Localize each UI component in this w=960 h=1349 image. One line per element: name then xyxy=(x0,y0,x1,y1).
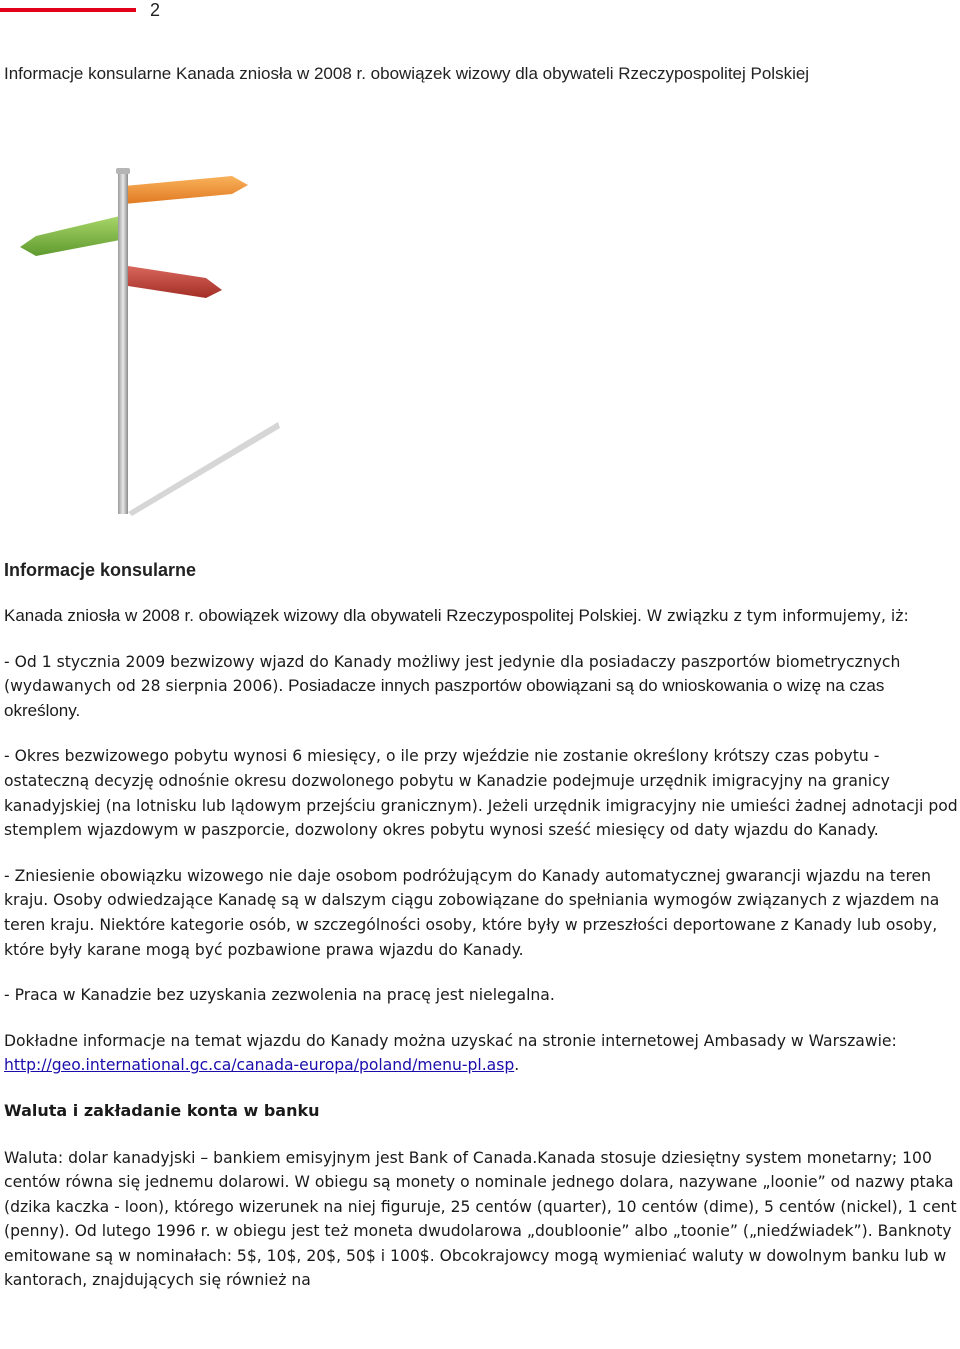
currency-paragraph: Waluta: dolar kanadyjski – bankiem emisyjnym jest Bank of Canada.Kanada stosuje dziesiętny system monetarny; 100 centów równa się jednemu dolarowi. W obiegu są monety o nominale jednego dolara, nazywane „loonie” od nazwy ptaka (dzika kaczka - loon), którego wizerunek na niej figuruje, 25 centów (quarter), 10 centów (dime), 5 centów (nickel), 1 cent (penny). Od lutego 1996 r. w obiegu jest też moneta dwudolarowa „doubloonie” albo „toonie” („niedźwiadek”). Banknoty emitowane są w nominałach: 5$, 10$, 20$, 50$ i 100$. Obcokrajowcy mogą wymieniać waluty w dowolnym banku lub w kantorach, znajdujących się również na xyxy=(4,1148,957,1290)
intro-paragraph xyxy=(4,604,958,629)
entry-paragraph: - Zniesienie obowiązku wizowego nie daje osobom podróżującym do Kanady automatycznej gwarancji wjazdu na teren kraju. Osoby odwiedzające Kanadę są w dalszym ciągu zobowiązane do spełniania wymogów związanych z wjazdem na teren kraju. Niektóre kategorie osób, w szczególności osoby, które były w przeszłości deportowane z Kanady lub osoby, które były karane mogą być pozbawione prawa wjazdu do Kanady. xyxy=(4,866,940,959)
embassy-link[interactable]: http://geo.international.gc.ca/canada-europa/poland/menu-pl.asp xyxy=(4,1056,515,1075)
visa-paragraph xyxy=(4,650,958,724)
visa-tail: Posiadacze innych paszportów obowiązani są do wnioskowania o wizę na czas określony. xyxy=(4,676,885,720)
info-period: . xyxy=(514,1056,520,1075)
section-heading: Informacje konsularne xyxy=(4,560,197,580)
work-paragraph: - Praca w Kanadzie bez uzyskania zezwolenia na pracę jest nielegalna. xyxy=(4,986,555,1005)
intro-tail: W związku z tym informujemy, iż: xyxy=(641,607,909,625)
visa-lead: - Od 1 stycznia 2009 bezwizowy wjazd do Kanady możliwy jest jedynie dla posiadaczy paszportów biometrycznych (wydawanych od 28 sierpnia 2006). xyxy=(4,652,901,696)
page-number: 2 xyxy=(150,0,161,20)
info-paragraph xyxy=(4,1029,958,1078)
stay-paragraph: - Okres bezwizowego pobytu wynosi 6 miesięcy, o ile przy wjeździe nie zostanie określony krótszy czas pobytu - ostateczną decyzję odnośnie okresu dozwolonego pobytu w Kanadzie podejmuje urzędnik imigracyjny na granicy kanadyjskiej (na lotnisku lub lądowym przejściu granicznym). Jeżeli urzędnik imigracyjny nie umieści żadnej adnotacji pod stemplem wjazdowym w paszporcie, dozwolony okres pobytu wynosi sześć miesięcy od daty wjazdu do Kanady. xyxy=(4,747,958,840)
intro-lead: Kanada zniosła w 2008 r. obowiązek wizowy dla obywateli Rzeczypospolitej Polskiej. xyxy=(4,606,642,625)
document-title: Informacje konsularne Kanada zniosła w 2008 r. obowiązek wizowy dla obywateli Rzeczypospolitej Polskiej xyxy=(4,64,810,83)
header-accent-rule xyxy=(0,8,136,12)
info-text: Dokładne informacje na temat wjazdu do Kanady można uzyskać na stronie internetowej Ambasady w Warszawie: xyxy=(4,1031,897,1050)
currency-heading: Waluta i zakładanie konta w banku xyxy=(4,1100,320,1120)
article-body xyxy=(4,604,958,1314)
signpost-icon xyxy=(16,166,284,518)
